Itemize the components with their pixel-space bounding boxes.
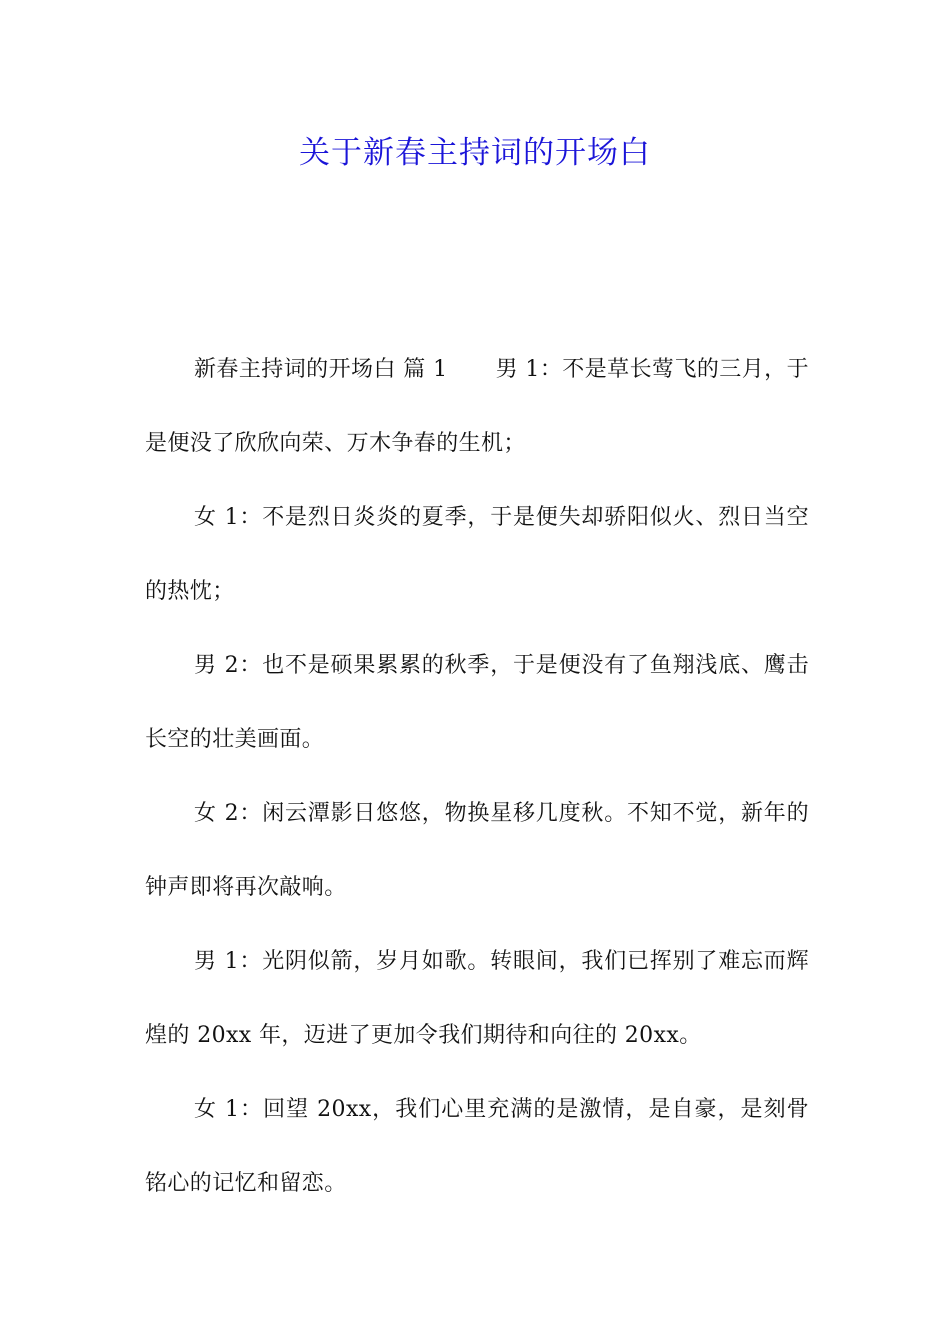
paragraph-text: 男 1：不是草长莺飞的三月，于是便没了欣欣向荣、万木争春的生机； [145, 357, 809, 456]
section-heading: 新春主持词的开场白 篇 1 [194, 357, 448, 382]
paragraph-6: 女 1：回望 20xx，我们心里充满的是激情，是自豪，是刻骨铭心的记忆和留恋。 [145, 1097, 809, 1196]
paragraph-4: 女 2：闲云潭影日悠悠，物换星移几度秋。不知不觉，新年的钟声即将再次敲响。 [145, 801, 809, 900]
document-title: 关于新春主持词的开场白 [299, 135, 651, 171]
paragraph-5: 男 1：光阴似箭，岁月如歌。转眼间，我们已挥别了难忘而辉煌的 20xx 年，迈进了更加令我们期待和向往的 20xx。 [145, 949, 809, 1048]
document-body [145, 333, 809, 1221]
paragraph-3: 男 2：也不是硕果累累的秋季，于是便没有了鱼翔浅底、鹰击长空的壮美画面。 [145, 653, 809, 752]
paragraph-1 [145, 333, 809, 481]
paragraph-2: 女 1：不是烈日炎炎的夏季，于是便失却骄阳似火、烈日当空的热忱； [145, 505, 809, 604]
